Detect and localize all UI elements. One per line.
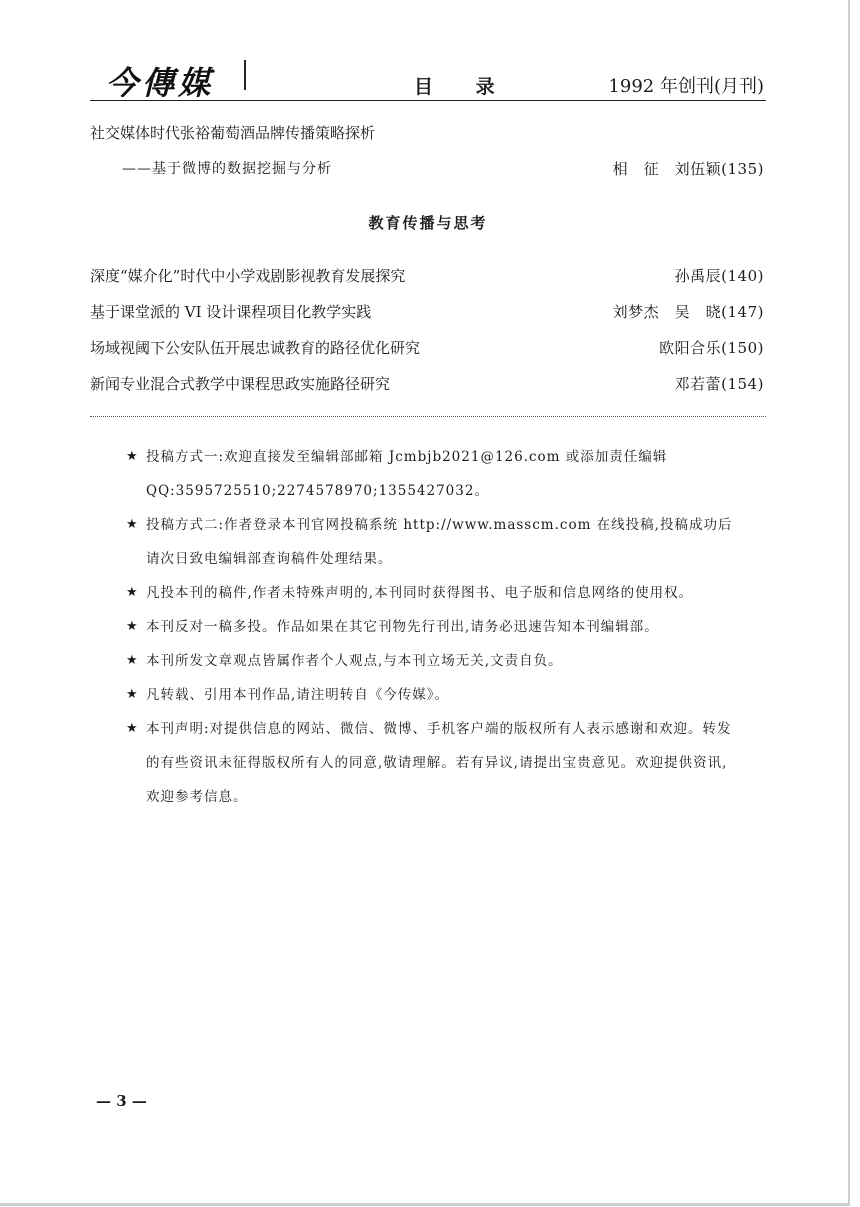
note-item bbox=[126, 678, 736, 712]
note-item bbox=[126, 712, 736, 814]
toc-entry[interactable] bbox=[90, 373, 766, 397]
toc-entry[interactable] bbox=[90, 265, 766, 289]
star-icon: ★ bbox=[126, 619, 139, 634]
note-text: 凡投本刊的稿件,作者未特殊声明的,本刊同时获得图书、电子版和信息网络的使用权。 bbox=[146, 585, 694, 601]
note-item bbox=[126, 440, 736, 508]
toc-entry-title: 基于课堂派的 VI 设计课程项目化教学实践 bbox=[90, 303, 372, 321]
issue-info: 1992 年创刊(月刊) bbox=[608, 76, 764, 97]
note-text: 投稿方式一:欢迎直接发至编辑部邮箱 Jcmbjb2021@126.com 或添加责任编辑 QQ:3595725510;2274578970;1355427032。 bbox=[146, 449, 668, 499]
toc-entry-lead-subtitle[interactable] bbox=[90, 158, 766, 182]
note-text: 本刊反对一稿多投。作品如果在其它刊物先行刊出,请务必迅速告知本刊编辑部。 bbox=[146, 619, 659, 635]
contents-heading: 目 录 bbox=[414, 76, 513, 98]
star-icon: ★ bbox=[126, 721, 139, 736]
note-text: 投稿方式二:作者登录本刊官网投稿系统 http://www.masscm.com 在线投稿,投稿成功后请次日致电编辑部查询稿件处理结果。 bbox=[146, 517, 733, 567]
toc-entry-title: 深度“媒介化”时代中小学戏剧影视教育发展探究 bbox=[90, 267, 406, 285]
journal-logo: 今傳媒 bbox=[106, 64, 215, 102]
toc-entry-authors: 刘梦杰 吴 晓(147) bbox=[612, 303, 764, 321]
star-icon: ★ bbox=[126, 517, 139, 532]
note-text: 本刊声明:对提供信息的网站、微信、微博、手机客户端的版权所有人表示感谢和欢迎。转发的有些资讯未征得版权所有人的同意,敬请理解。若有异议,请提出宝贵意见。欢迎提供资讯,欢迎参考信息。 bbox=[146, 721, 732, 805]
star-icon: ★ bbox=[126, 449, 139, 464]
submission-notes bbox=[126, 440, 736, 814]
toc-entry-authors: 相 征 刘伍颖(135) bbox=[612, 160, 764, 178]
toc-entry-title: 新闻专业混合式教学中课程思政实施路径研究 bbox=[90, 375, 391, 393]
toc-entry-title: 场域视阈下公安队伍开展忠诚教育的路径优化研究 bbox=[90, 339, 421, 357]
toc-entry[interactable] bbox=[90, 337, 766, 361]
toc-entry[interactable] bbox=[90, 301, 766, 325]
page-header bbox=[90, 52, 766, 101]
dotted-divider bbox=[90, 416, 766, 417]
note-item bbox=[126, 644, 736, 678]
toc-entry-title: 社交媒体时代张裕葡萄酒品牌传播策略探析 bbox=[90, 124, 376, 142]
toc-entry-authors: 邓若蕾(154) bbox=[674, 375, 764, 393]
note-item bbox=[126, 576, 736, 610]
toc-entry-lead[interactable] bbox=[90, 122, 766, 146]
note-text: 凡转载、引用本刊作品,请注明转自《今传媒》。 bbox=[146, 687, 450, 703]
note-item bbox=[126, 610, 736, 644]
star-icon: ★ bbox=[126, 653, 139, 668]
toc-entry-authors: 孙禹辰(140) bbox=[674, 267, 764, 285]
star-icon: ★ bbox=[126, 687, 139, 702]
note-text: 本刊所发文章观点皆属作者个人观点,与本刊立场无关,文责自负。 bbox=[146, 653, 563, 669]
star-icon: ★ bbox=[126, 585, 139, 600]
note-item bbox=[126, 508, 736, 576]
logo-divider bbox=[244, 60, 246, 90]
toc-entry-subtitle: ——基于微博的数据挖掘与分析 bbox=[122, 161, 332, 177]
toc-entry-authors: 欧阳合乐(150) bbox=[659, 339, 764, 357]
section-heading: 教育传播与思考 bbox=[368, 214, 488, 232]
page-number: — 3 — bbox=[96, 1092, 147, 1110]
